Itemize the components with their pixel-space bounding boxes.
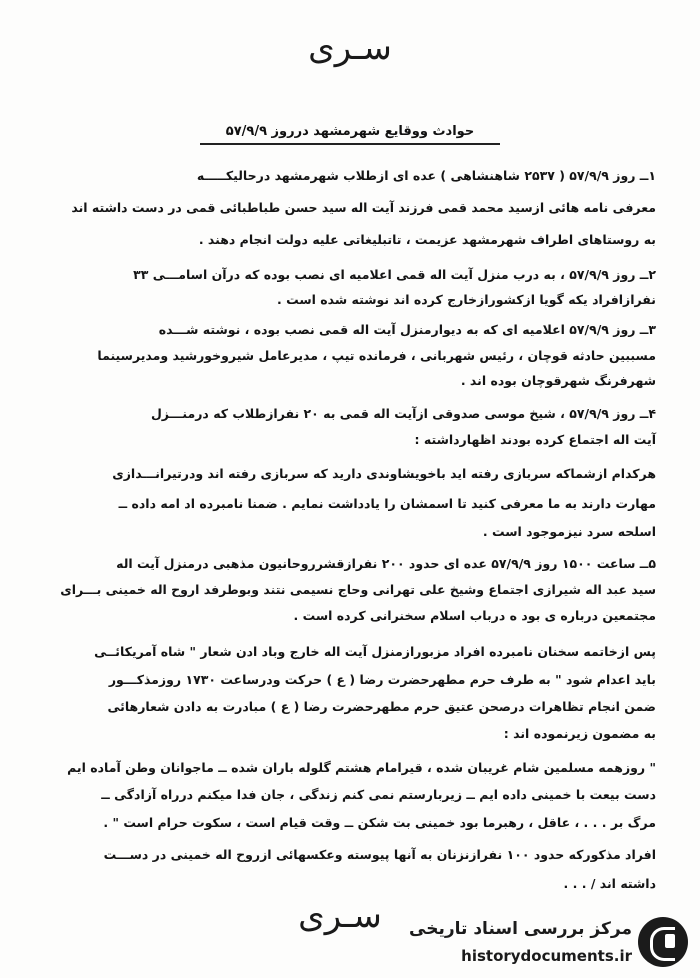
body-line: مجتمعین درباره ی بود ه درباب اسلام سخنرانی کرده است . (293, 608, 656, 623)
body-line: پس ازخاتمه سخنان نامبرده افراد مزبورازمنزل آیت اله خارج وباد ادن شعار " شاه آمریکائــی (94, 644, 656, 659)
body-line: ۳ــ روز ۵۷/۹/۹ اعلامیه ای که به دیوارمنزل آیت اله قمی نصب بوده ، نوشته شـــده (158, 322, 656, 337)
body-line: مسببین حادثه قوچان ، رئیس شهربانی ، فرمانده تیپ ، مدیرعامل شیروخورشید ومدیرسینما (97, 348, 656, 363)
body-line: دست بیعت با خمینی داده ایم ــ زیربارستم نمی کنم زندگی ، جان فدا میکنم درراه آزادگی ــ (101, 787, 656, 802)
body-line: هرکدام ازشماکه سربازی رفته اید باخویشاوندی دارید که سربازی رفته اند ودرتیرانـــدازی (112, 466, 656, 481)
body-line: نفرازافراد یکه گویا ازکشورازخارج کرده اند نوشته شده است . (277, 292, 656, 307)
body-line: باید اعدام شود " به طرف حرم مطهرحضرت رضا ( ع ) حرکت ودرساعت ۱۷۳۰ روزمذکـــور (108, 672, 656, 687)
archive-name: مرکز بررسی اسناد تاریخی (409, 919, 632, 939)
body-line: ۴ــ روز ۵۷/۹/۹ ، شیخ موسی صدوقی ازآیت اله قمی به ۲۰ نفرازطلاب که درمنـــزل (150, 406, 656, 421)
classification-mark-bottom: سـرى (298, 896, 382, 936)
document-title: حوادث ووقایع شهرمشهد درروز ۵۷/۹/۹ (200, 124, 500, 145)
body-line: " روزهمه مسلمین شام غریبان شده ، قیرامام هشتم گلوله باران شده ــ ماجوانان وطن آماده ایم (67, 760, 656, 775)
body-line: ۱ــ روز ۵۷/۹/۹ ( ۲۵۳۷ شاهنشاهی ) عده ای ازطلاب شهرمشهد درحالیکـــــه (196, 168, 656, 183)
body-line: مهارت دارند به ما معرفی کنید تا اسمشان را یادداشت نمایم . ضمنا نامبرده اد امه داده ــ (118, 496, 656, 511)
classification-mark-top: سـرى (308, 28, 392, 68)
body-line: به مضمون زیرنموده اند : (503, 726, 656, 741)
body-line: داشته اند / . . . (563, 876, 656, 891)
body-line: اسلحه سرد نیزموجود است . (482, 524, 656, 539)
body-line: ضمن انجام تظاهرات درصحن عتیق حرم مطهرحضرت رضا ( ع ) مبادرت به دادن شعارهائی (107, 699, 656, 714)
body-line: ۵ــ ساعت ۱۵۰۰ روز ۵۷/۹/۹ عده ای حدود ۲۰۰ نفرازقشرروحانیون مذهبی درمنزل آیت اله (116, 556, 656, 571)
archive-logo-icon (638, 917, 688, 967)
body-line: معرفی نامه هائی ازسید محمد قمی فرزند آیت اله سید حسن طباطبائی قمی در دست داشته اند (71, 200, 656, 215)
body-line: شهرفرنگ شهرقوچان بوده اند . (460, 373, 656, 388)
body-line: ۲ــ روز ۵۷/۹/۹ ، به درب منزل آیت اله قمی اعلامیه ای نصب بوده که درآن اسامـــی ۳۳ (133, 267, 656, 282)
body-line: آیت اله اجتماع کرده بودند اظهارداشته : (414, 432, 656, 447)
body-line: افراد مذکورکه حدود ۱۰۰ نفرازنزنان به آنها پیوسته وعکسهائی ازروح اله خمینی در دســـت (103, 847, 656, 862)
body-line: مرگ بر . . . ، عاقل ، رهبرما بود خمینی بت شکن ــ وقت قیام است ، سکوت حرام است " . (103, 815, 656, 830)
archive-watermark (409, 913, 694, 973)
body-line: به روستاهای اطراف شهرمشهد عزیمت ، تاتبلیغاتی علیه دولت انجام دهند . (198, 232, 656, 247)
archive-website: historydocuments.ir (461, 947, 632, 965)
body-line: سید عبد اله شیرازی اجتماع وشیخ علی تهرانی وحاج نسیمی نتند وبوطرفد اروح اله خمینی بـــرای (60, 582, 656, 597)
